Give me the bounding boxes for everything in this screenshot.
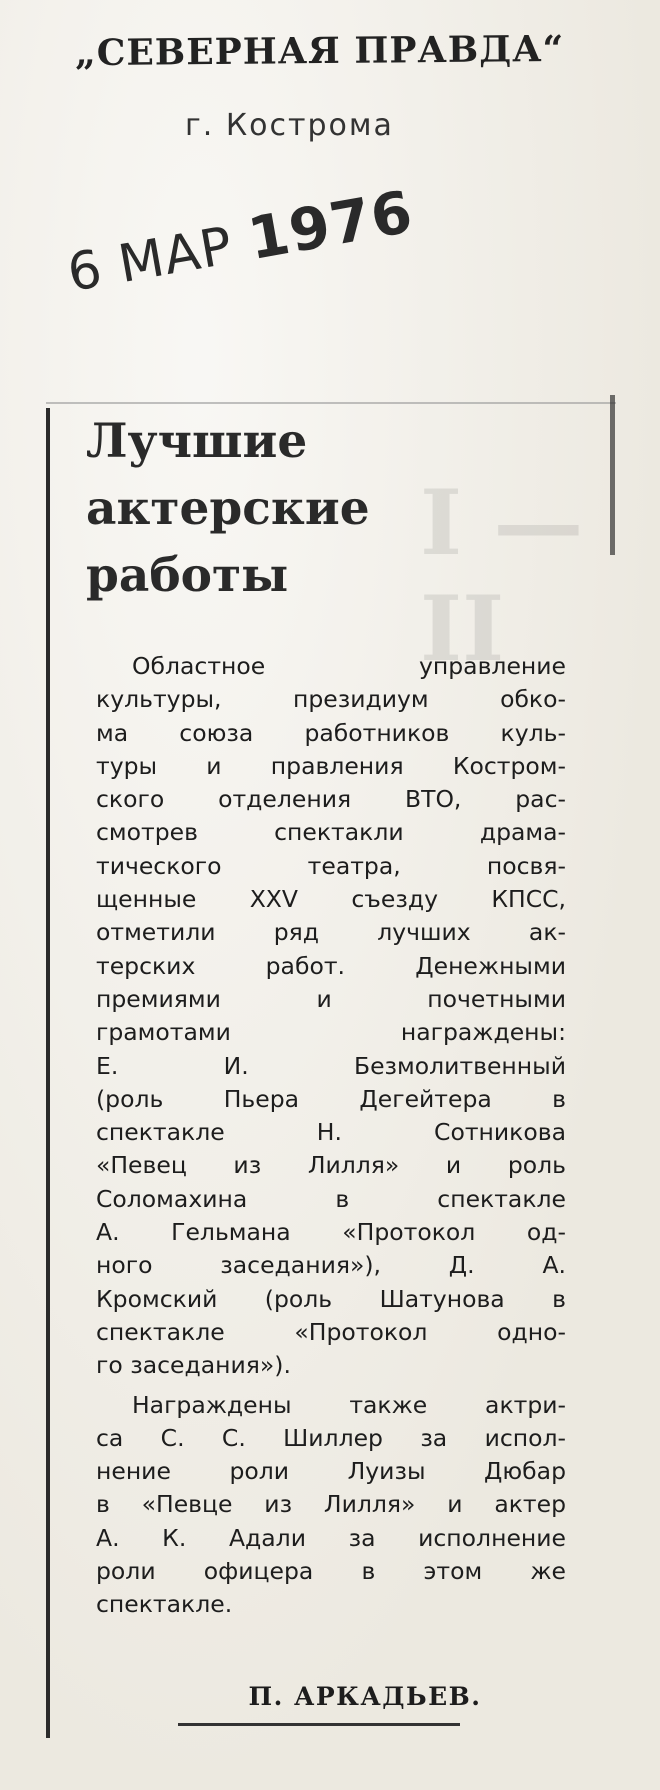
body-line: нение роли Луизы Дюбар: [96, 1457, 566, 1486]
body-line: Областное управление: [132, 652, 566, 680]
body-line: А. Гельмана «Протокол од-: [96, 1218, 566, 1247]
body-line: Награждены также актри-: [132, 1390, 566, 1419]
body-line: ского отделения ВТО, рас-: [96, 785, 566, 814]
closing-rule: [178, 1723, 460, 1726]
body-line: спектакле.: [96, 1590, 233, 1619]
body-line: спектакле «Протокол одно-: [96, 1317, 566, 1346]
article-headline: [86, 408, 416, 609]
body-line: ма союза работников куль-: [96, 718, 566, 747]
body-line: Соломахина в спектакле: [96, 1184, 566, 1213]
body-line: Кромский (роль Шатунова в: [96, 1284, 566, 1313]
body-line: премиями и почетными: [96, 984, 566, 1013]
paragraph-2: [96, 1389, 566, 1622]
article-frame-top: [46, 402, 616, 404]
stamp-year: 1976: [243, 177, 418, 274]
stamp-day-month: 6 МАР: [63, 215, 238, 304]
body-line: роли офицера в этом же: [96, 1557, 566, 1586]
body-line: смотрев спектакли драма-: [96, 818, 566, 847]
newspaper-title: „СЕВЕРНАЯ ПРАВДА“: [74, 27, 565, 75]
city-name: г. Кострома: [185, 108, 394, 143]
article-frame-right: [610, 395, 615, 555]
body-line: туры и правления Костром-: [96, 751, 566, 780]
article-author: П. АРКАДЬЕВ.: [248, 1682, 482, 1711]
body-line: го заседания»).: [96, 1351, 291, 1380]
body-line: са С. С. Шиллер за испол-: [96, 1423, 566, 1452]
body-line: Е. И. Безмолитвенный: [96, 1051, 566, 1080]
headline-line: работы: [86, 548, 289, 603]
bleed-through-text: I — II: [420, 470, 584, 682]
body-line: щенные XXV съезду КПСС,: [96, 885, 566, 914]
body-line: в «Певце из Лилля» и актер: [96, 1490, 566, 1519]
body-line: спектакле Н. Сотникова: [96, 1118, 566, 1147]
body-line: отметили ряд лучших ак-: [96, 918, 566, 947]
paragraph-1: [96, 650, 566, 1383]
headline-line: актерские: [86, 481, 370, 536]
body-line: (роль Пьера Дегейтера в: [96, 1084, 566, 1113]
article-frame-left: [46, 408, 50, 1738]
body-line: грамотами награждены:: [96, 1018, 566, 1047]
body-line: терских работ. Денежными: [96, 951, 566, 980]
body-line: А. К. Адали за исполнение: [96, 1523, 566, 1552]
body-line: «Певец из Лилля» и роль: [96, 1151, 566, 1180]
body-line: тического театра, посвя-: [96, 851, 566, 880]
headline-line: Лучшие: [86, 414, 308, 469]
article-body: [96, 650, 566, 1622]
body-line: ного заседания»), Д. А.: [96, 1251, 566, 1280]
body-line: культуры, президиум обко-: [96, 685, 566, 714]
